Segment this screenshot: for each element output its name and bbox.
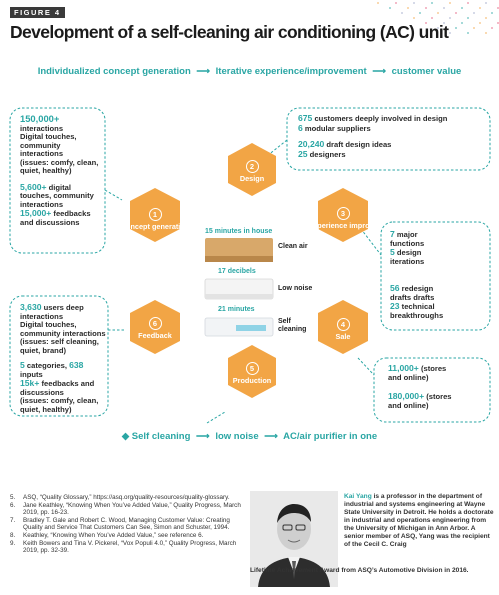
top-flow-step-3: customer value [391,66,462,77]
sale-text-b1: (stores [424,392,452,401]
experience-iterations-count: 5 [390,247,395,257]
experience-text-c1: redesign [399,284,434,293]
center-caption-1: 15 minutes in house [205,228,273,235]
reference-text: Bradley T. Gale and Robert C. Wood, Managing Customer Value: Creating Quality and Service That Customers Can See, Simon and Schuster, 1994. [23,516,230,532]
page-title: Development of a self-cleaning air conditioning (AC) unit [10,22,449,42]
hex-design-label [217,160,287,183]
bottom-flow-step-2: low noise [215,431,259,442]
reference-text: Jane Keathley, “Knowing When You’ve Added Value,” Quality Progress, March 2019, pp. 16-23. [23,501,241,517]
sale-text-a2: and online) [388,372,429,382]
experience-box-text [390,230,443,320]
ac-unit-3 [205,318,273,336]
experience-text-d2: breakthroughs [390,310,444,320]
feedback-categories-count: 5 [20,360,25,370]
figure-label: FIGURE 4 [10,7,65,18]
design-designers-count: 25 [298,148,308,159]
feedback-users-count: 3,630 [20,302,42,312]
center-caption-2: 17 decibels [218,268,256,275]
step-number-2: 2 [246,160,259,173]
arrow-right-icon: ⟶ [264,431,278,442]
author-bio [344,493,494,549]
concept-text-b3: interactions [20,199,64,209]
concept-text-a6: quiet, healthy) [20,166,72,175]
sale-first-count: 11,000+ [388,363,419,373]
feedback-discussions-count: 15k+ [20,378,40,388]
feedback-text-a4: community interactions [20,328,106,338]
concept-text-b1: digital [46,182,71,192]
concept-text-a2: Digital touches, [20,132,77,141]
step-number-5: 5 [246,362,259,375]
top-flow-step-1: Individualized concept generation [37,66,191,77]
bottom-flow-step-1: Self cleaning [131,431,191,442]
center-side-3b: cleaning [278,326,307,333]
center-side-3 [278,318,306,334]
hex-production-label [217,362,287,385]
step-number-6: 6 [149,317,162,330]
sale-box-text [388,364,452,410]
bottom-flow-step-3: AC/air purifier in one [283,431,378,442]
hex-sale-text: Sale [335,332,351,341]
arrow-right-icon: ⟶ [196,431,210,442]
hex-experience-label [308,207,378,230]
hex-concept-label [120,208,190,231]
design-box-text [298,114,447,159]
concept-digital-count: 5,600+ [20,181,47,192]
concept-text-a3: community [20,140,61,150]
step-number-3: 3 [337,207,350,220]
reference-item [10,502,246,517]
design-text-d1: designers [307,149,346,159]
concept-feedback-count: 15,000+ [20,208,52,218]
reference-item [10,532,246,540]
concept-interactions-count: 150,000+ [20,113,60,124]
reference-number: 6. [10,501,16,509]
concept-text-a4: interactions [20,149,64,158]
feedback-text-a5: (issues: self cleaning, [20,337,99,346]
connector-production [207,412,225,423]
hex-design-text: Design [239,174,265,183]
arrow-right-icon: ⟶ [196,66,211,77]
reference-number: 9. [10,539,16,547]
design-suppliers-count: 6 [298,122,303,133]
feedback-text-c1: feedbacks and [39,379,95,388]
feedback-text-c4: quiet, healthy) [20,404,72,414]
hex-concept-text: Concept generation [120,222,190,231]
step-number-1: 1 [149,208,162,221]
design-text-a1: customers deeply involved in design [312,114,448,123]
experience-redesign-count: 56 [390,283,400,293]
feedback-text-a1: users deep [41,303,84,312]
concept-text-b2: touches, community [20,191,94,200]
feedback-text-c3: (issues: comfy, clean, [20,396,99,405]
experience-text-a1: major [394,230,418,239]
center-side-2: Low noise [278,285,313,292]
bottom-flow-line [0,431,499,442]
feedback-box-text [20,303,106,414]
experience-text-b2: iterations [390,256,425,266]
reference-number: 8. [10,531,16,539]
connector-concept [105,190,122,200]
hex-experience-text: Experience improve [308,221,378,230]
hex-sale-label [308,318,378,341]
hex-production-text: Production [232,376,272,385]
diamond-bullet-icon: ◆ [121,431,130,442]
sale-text-b2: and online) [388,400,429,410]
reference-text: Keith Bowers and Tina V. Pickerel, “Vox Populi 4.0,” Quality Progress, March 2019, pp. 32-39. [23,539,237,555]
reference-item [10,517,246,532]
feedback-text-a6: quiet, brand) [20,345,66,355]
step-number-4: 4 [337,318,350,331]
experience-text-a2: functions [390,238,425,248]
author-name: Kai Yang [344,493,372,500]
concept-box-text [20,115,98,227]
feedback-inputs-count: 638 [69,360,84,370]
design-ideas-count: 20,240 [298,139,325,149]
ac-unit-1 [205,238,273,262]
design-customers-count: 675 [298,113,313,123]
author-bio-text: is a professor in the department of industrial and systems engineering at Wayne State University in Detroit. He holds a doctorate in industrial and operations engineering from the University of Michigan in Ann Arbor. A senior member of ASQ, Yang was the recipient of the Cecil C. Craig [344,493,494,548]
design-text-c1: draft design ideas [324,140,392,149]
reference-text: ASQ, “Quality Glossary,” https://asq.org/quality-resources/quality-glossary. [23,494,230,501]
experience-breakthroughs-count: 23 [390,301,400,311]
sale-second-count: 180,000+ [388,391,425,401]
reference-text: Keathley, “Knowing When You’ve Added Value,” see reference 6. [23,531,204,539]
reference-item [10,494,246,502]
experience-text-c2: drafts drafts [390,292,435,302]
sale-text-a1: (stores [418,364,447,373]
top-flow-step-2: Iterative experience/improvement [215,66,367,77]
arrow-right-icon: ⟶ [372,66,386,77]
concept-text-a5: (issues: comfy, clean, [20,157,99,167]
feedback-text-b2: inputs [20,369,43,379]
experience-text-b1: design [394,248,422,257]
concept-text-c1: feedbacks [51,209,91,218]
reference-number: 7. [10,516,16,524]
center-caption-3: 21 minutes [218,306,255,313]
center-side-1: Clean air [278,243,308,250]
connector-sale [358,358,374,375]
center-side-3a: Self [278,318,291,325]
feedback-text-a3: Digital touches, [20,320,77,329]
design-text-b1: modular suppliers [302,123,371,133]
ac-unit-2 [205,279,273,299]
hex-feedback-text: Feedback [138,331,172,340]
experience-functions-count: 7 [390,229,395,239]
hex-feedback-label [120,317,190,340]
concept-text-c2: and discussions [20,217,80,227]
references-list [10,494,246,555]
reference-number: 5. [10,494,16,501]
author-bio-continued: Lifetime Achievement Award from ASQ’s Automotive Division in 2016. [250,567,469,574]
feedback-text-c2: discussions [20,387,64,397]
feedback-text-b1: categories, [24,361,70,370]
concept-text-a1: interactions [20,123,64,133]
feedback-text-a2: interactions [20,311,64,321]
reference-item [10,540,246,555]
experience-text-d1: technical [399,302,435,311]
